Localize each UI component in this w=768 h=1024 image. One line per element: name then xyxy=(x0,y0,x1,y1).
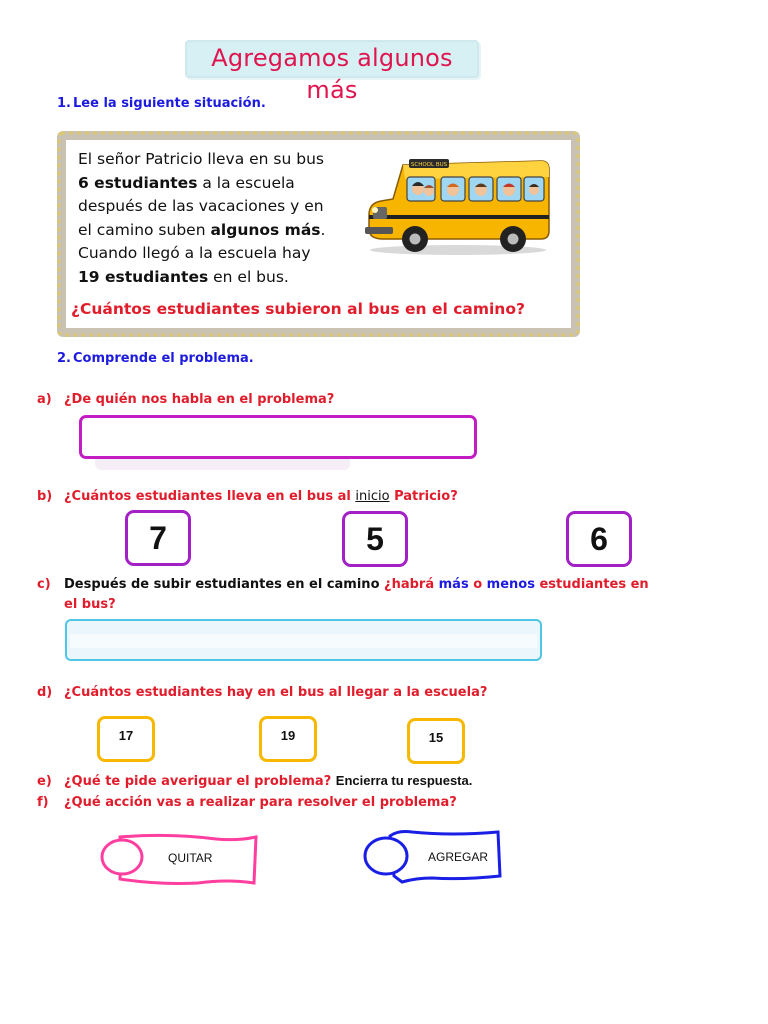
agregar-circle xyxy=(365,838,407,874)
story-line: después de las vacaciones y en xyxy=(78,197,324,215)
question-c-part: estudiantes en xyxy=(534,577,649,592)
story-box xyxy=(57,131,580,337)
question-c-more: más xyxy=(438,577,469,592)
answer-a-shadow xyxy=(95,459,350,470)
step-2-text: Comprende el problema. xyxy=(73,351,254,366)
story-question: ¿Cuántos estudiantes subieron al bus en el camino? xyxy=(71,300,525,318)
question-f-text: ¿Qué acción vas a realizar para resolver el problema? xyxy=(64,795,457,810)
question-b-text: ¿Cuántos estudiantes lleva en el bus al xyxy=(64,489,356,504)
question-f xyxy=(37,795,457,810)
question-e-text: ¿Qué te pide averiguar el problema? xyxy=(64,774,336,789)
option-b-3[interactable]: 6 xyxy=(566,511,632,567)
story-span: a la escuela xyxy=(197,173,295,192)
story-line xyxy=(78,219,338,243)
option-b-2[interactable]: 5 xyxy=(342,511,408,567)
option-d-3[interactable] xyxy=(407,718,465,764)
question-d-label: d) xyxy=(37,685,53,700)
question-b-label: b) xyxy=(37,489,53,504)
question-e-note: Encierra tu respuesta. xyxy=(335,773,473,788)
title-banner xyxy=(185,40,479,104)
step-2-number: 2. xyxy=(57,351,71,366)
story-inner xyxy=(66,140,571,328)
question-b xyxy=(37,489,458,504)
answer-a-field[interactable] xyxy=(79,415,477,459)
quitar-circle xyxy=(102,840,142,874)
story-line: Cuando llegó a la escuela hay xyxy=(78,244,311,262)
story-text xyxy=(78,148,338,289)
answer-c-fill xyxy=(70,634,537,648)
question-c-line2: el bus? xyxy=(64,597,116,612)
question-c-part: ¿habrá xyxy=(384,577,439,592)
agregar-label: AGREGAR xyxy=(428,850,489,864)
question-d xyxy=(37,685,487,700)
option-d-1[interactable] xyxy=(97,716,155,762)
story-bold: 6 estudiantes xyxy=(78,173,198,192)
quitar-label: QUITAR xyxy=(168,851,213,865)
option-d-2[interactable] xyxy=(259,716,317,762)
story-bold: algunos más xyxy=(210,220,321,239)
story-bold: 19 estudiantes xyxy=(78,267,209,286)
page-title: Agregamos algunos más xyxy=(211,44,453,104)
story-span: en el bus. xyxy=(208,267,289,286)
question-a xyxy=(37,392,334,407)
question-a-text: ¿De quién nos habla en el problema? xyxy=(64,392,335,407)
question-c xyxy=(37,577,649,592)
step-2-heading xyxy=(57,351,254,366)
question-b-underline: inicio xyxy=(355,489,390,504)
school-bus-illustration xyxy=(363,155,553,257)
question-e xyxy=(37,773,472,789)
question-b-text-end: Patricio? xyxy=(389,489,458,504)
story-line xyxy=(78,266,338,290)
question-e-label: e) xyxy=(37,774,52,789)
story-span: el camino suben xyxy=(78,220,211,239)
story-line: El señor Patricio lleva en su bus xyxy=(78,150,324,168)
story-line xyxy=(78,172,338,196)
agregar-option[interactable] xyxy=(362,828,504,884)
question-c-label: c) xyxy=(37,577,51,592)
answer-c-field[interactable] xyxy=(65,619,542,661)
question-c-less: menos xyxy=(486,577,535,592)
option-d-3-value: 15 xyxy=(428,730,444,745)
step-1-number: 1. xyxy=(57,96,71,111)
option-b-1[interactable]: 7 xyxy=(125,510,191,566)
bus-sign-text: SCHOOL BUS xyxy=(410,162,448,168)
question-c-part: o xyxy=(468,577,487,592)
quitar-option[interactable] xyxy=(98,831,260,887)
step-1-heading xyxy=(57,96,266,111)
question-f-label: f) xyxy=(37,795,49,810)
step-1-text: Lee la siguiente situación. xyxy=(73,96,266,111)
question-c-part: Después de subir estudiantes en el camino xyxy=(64,577,385,592)
question-a-label: a) xyxy=(37,392,52,407)
option-d-2-value: 19 xyxy=(280,728,296,743)
question-d-text: ¿Cuántos estudiantes hay en el bus al llegar a la escuela? xyxy=(64,685,488,700)
option-d-1-value: 17 xyxy=(118,728,134,743)
story-span: . xyxy=(320,220,326,239)
